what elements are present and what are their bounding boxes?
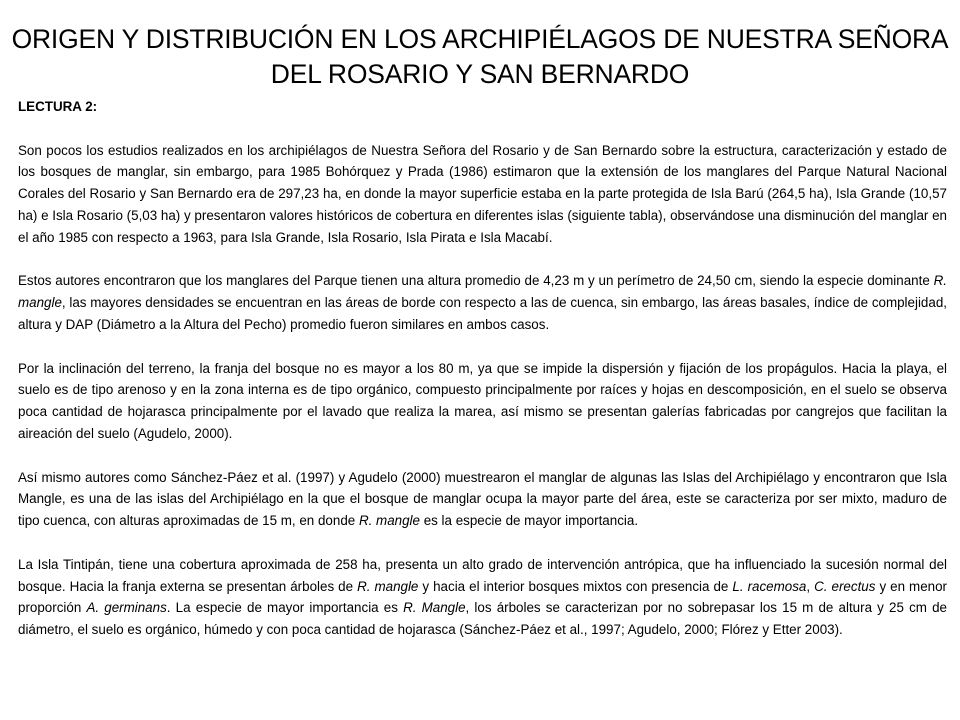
paragraph-5-text-b: y hacia el interior bosques mixtos con presencia de — [418, 578, 733, 594]
paragraph-5-text-e: . La especie de mayor importancia es — [166, 600, 404, 616]
section-subtitle: LECTURA 2: — [18, 99, 98, 114]
paragraph-2-text-a: Estos autores encontraron que los manglares del Parque tienen una altura promedio de 4,23 m y un perímetro de 24,50 cm, siendo la especie dominante — [18, 273, 934, 289]
paragraph-3: Por la inclinación del terreno, la franja del bosque no es mayor a los 80 m, ya que se impide la dispersión y fijación de los propágulos. Hacia la playa, el suelo es de tipo arenoso y en la zona interna es de tipo orgánico, compuesto principalmente por raíces y hojas en descomposición, en el suelo se observa poca cantidad de hojarasca principalmente por el lavado que realiza la marea, así mismo se presentan galerías fabricadas por cangrejos que facilitan la aireación del suelo (Agudelo, 2000). — [18, 360, 947, 441]
paragraph-5-text-c: , — [806, 578, 815, 594]
paragraph-2 — [18, 270, 947, 335]
species-name: R. mangle — [18, 273, 947, 311]
species-name: R. Mangle — [403, 600, 466, 616]
title-line-2: DEL ROSARIO Y SAN BERNARDO — [270, 59, 690, 89]
species-name: L. racemosa — [732, 578, 807, 594]
paragraph-5-text-d: y en menor proporción — [18, 578, 948, 616]
paragraph-5 — [18, 554, 947, 641]
paragraph-5-text-f: , los árboles se caracterizan por no sobrepasar los 15 m de altura y 25 cm de diámetro, el suelo es orgánico, húmedo y con poca cantidad de hojarasca (Sánchez-Páez et al., 1997; Agudelo, 2000; Flórez y Etter 2003). — [18, 600, 947, 638]
title-line-1: ORIGEN Y DISTRIBUCIÓN EN LOS ARCHIPIÉLAGOS DE NUESTRA SEÑORA — [11, 24, 949, 54]
species-name: C. erectus — [814, 578, 876, 594]
reading-content — [18, 96, 947, 641]
page-title — [0, 22, 960, 92]
paragraph-4 — [18, 467, 947, 532]
paragraph-4-text-a: Así mismo autores como Sánchez-Páez et al. (1997) y Agudelo (2000) muestrearon el manglar de algunas las Islas del Archipiélago y encontraron que Isla Mangle, es una de las islas del Archipiélago en la que el bosque de manglar ocupa la mayor parte del área, este se caracteriza por ser mixto, maduro de tipo cuenca, con alturas aproximadas de 15 m, en donde — [18, 469, 947, 529]
species-name: A. germinans — [86, 600, 167, 616]
paragraph-4-text-b: es la especie de mayor importancia. — [419, 513, 639, 529]
species-name: R. mangle — [358, 513, 420, 529]
species-name: R. mangle — [357, 578, 419, 594]
paragraph-1: Son pocos los estudios realizados en los archipiélagos de Nuestra Señora del Rosario y de San Bernardo sobre la estructura, caracterización y estado de los bosques de manglar, sin embargo, para 1985 Bohórquez y Prada (1986) estimaron que la extensión de los manglares del Parque Natural Nacional Corales del Rosario y San Bernardo era de 297,23 ha, en donde la mayor superficie estaba en la parte protegida de Isla Barú (264,5 ha), Isla Grande (10,57 ha) e Isla Rosario (5,03 ha) y presentaron valores históricos de cobertura en diferentes islas (siguiente tabla), observándose una disminución del manglar en el año 1985 con respecto a 1963, para Isla Grande, Isla Rosario, Isla Pirata e Isla Macabí. — [18, 142, 947, 245]
paragraph-2-text-b: , las mayores densidades se encuentran en las áreas de borde con respecto a las de cuenca, sin embargo, las áreas basales, índice de complejidad, altura y DAP (Diámetro a la Altura del Pecho) promedio fueron similares en ambos casos. — [18, 295, 947, 332]
paragraph-5-text-a: La Isla Tintipán, tiene una cobertura aproximada de 258 ha, presenta un alto grado de intervención antrópica, que ha influenciado la sucesión normal del bosque. Hacia la franja externa se presentan árboles de — [18, 556, 947, 594]
